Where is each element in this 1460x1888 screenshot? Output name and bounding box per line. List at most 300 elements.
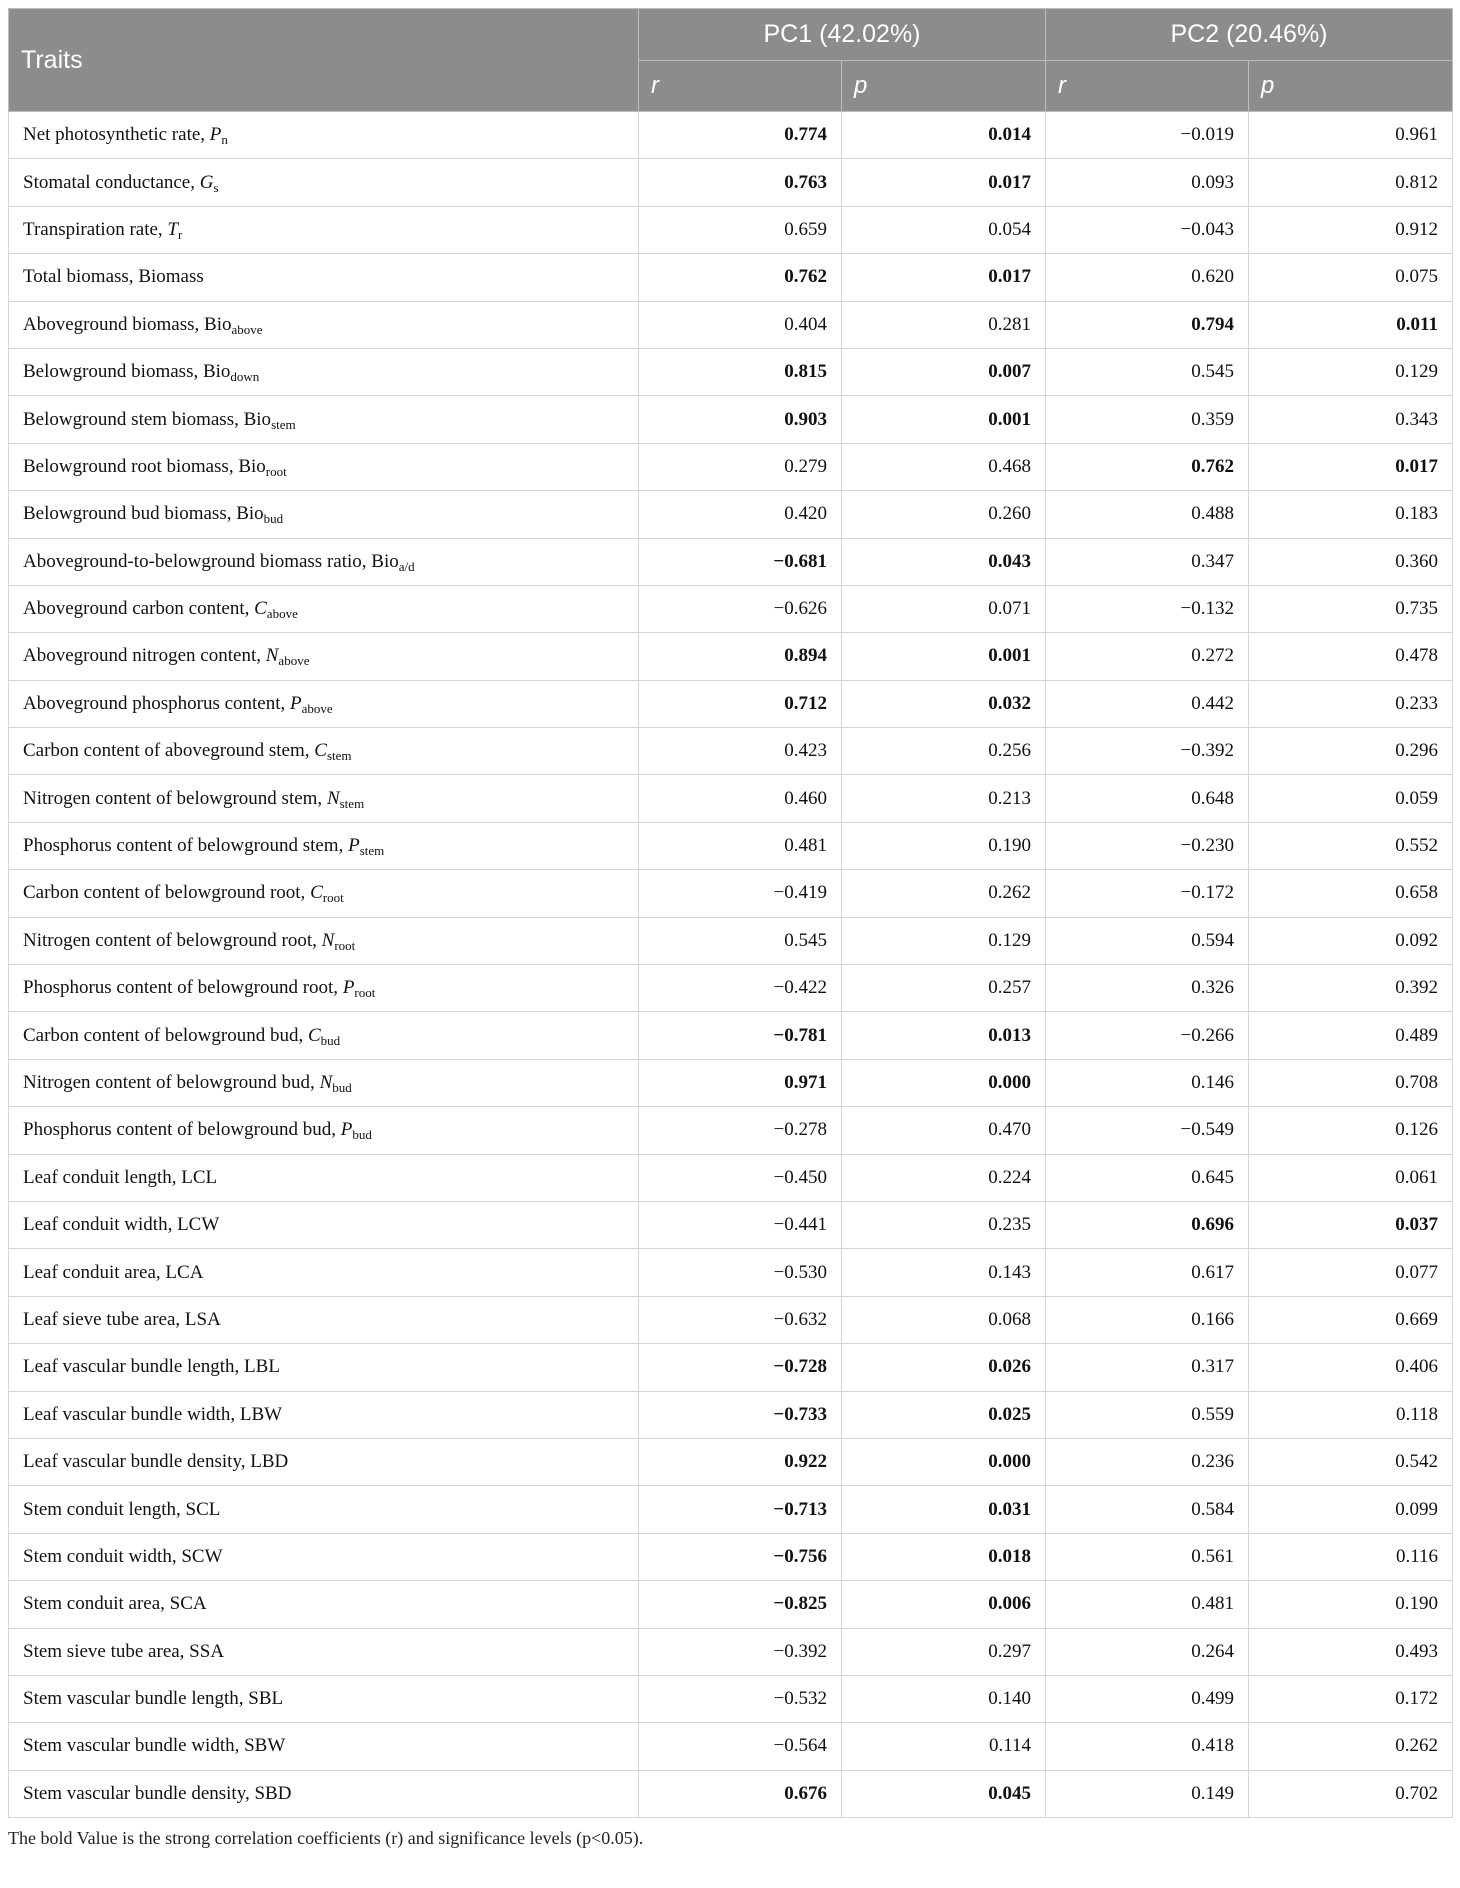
pc1-r-value: −0.441 [639,1201,842,1248]
pc1-p-value: 0.000 [842,1059,1046,1106]
header-row-top [9,9,1453,61]
trait-symbol: G [199,171,214,193]
trait-subscript: root [334,937,356,953]
table-row [9,1628,1453,1675]
trait-cell [9,1486,639,1533]
trait-cell [9,680,639,727]
pc1-p-value: 0.031 [842,1486,1046,1533]
trait-name: Carbon content of belowground bud, [23,1024,308,1046]
trait-cell [9,491,639,538]
trait-name: Leaf vascular bundle width, LBW [23,1403,283,1425]
trait-subscript: bud [332,1080,352,1095]
pc2-r-value: 0.272 [1046,633,1249,680]
trait-cell [9,538,639,585]
pc1-p-value: 0.017 [842,254,1046,301]
trait-cell [9,1581,639,1628]
table-row [9,301,1453,348]
trait-name: Belowground biomass, [23,361,203,383]
trait-symbol: P [348,835,360,857]
trait-symbol: N [265,645,279,667]
trait-name: Stem vascular bundle width, SBW [23,1735,286,1757]
trait-name: Leaf conduit length, LCL [23,1166,218,1188]
trait-symbol: Biomass [138,266,204,288]
pc2-r-value: 0.488 [1046,491,1249,538]
table-row [9,1107,1453,1154]
trait-symbol: Bio [243,408,272,430]
trait-name: Belowground stem biomass, [23,408,244,430]
table-row [9,870,1453,917]
table-row [9,585,1453,632]
header-pc1-p: p [842,61,1046,112]
trait-cell [9,1296,639,1343]
pc2-p-value: 0.669 [1249,1296,1453,1343]
trait-cell [9,965,639,1012]
pc2-p-value: 0.343 [1249,396,1453,443]
pc2-r-value: 0.645 [1046,1154,1249,1201]
pc1-r-value: −0.728 [639,1344,842,1391]
trait-cell [9,1675,639,1722]
pc2-r-value: −0.230 [1046,822,1249,869]
pc1-r-value: −0.278 [639,1107,842,1154]
pc2-p-value: 0.099 [1249,1486,1453,1533]
trait-cell [9,1201,639,1248]
table-row [9,1770,1453,1817]
trait-subscript: r [178,226,183,242]
pc1-r-value: −0.626 [639,585,842,632]
trait-name: Nitrogen content of belowground stem, [23,787,327,809]
pc2-p-value: 0.061 [1249,1154,1453,1201]
trait-name: Stem conduit width, SCW [23,1545,223,1567]
pc2-p-value: 0.233 [1249,680,1453,727]
pc2-p-value: 0.011 [1249,301,1453,348]
trait-symbol: P [340,1119,353,1141]
trait-subscript: n [221,132,228,148]
pc1-p-value: 0.043 [842,538,1046,585]
pc1-r-value: −0.532 [639,1675,842,1722]
trait-name: Belowground bud biomass, [23,503,237,525]
table-row [9,396,1453,443]
pc1-r-value: 0.481 [639,822,842,869]
table-header [9,9,1453,112]
table-row [9,1201,1453,1248]
table-row [9,538,1453,585]
trait-cell [9,1533,639,1580]
trait-name: Net photosynthetic rate, [23,124,210,146]
pc2-p-value: 0.017 [1249,443,1453,490]
trait-symbol: C [307,1024,321,1046]
pc1-r-value: −0.733 [639,1391,842,1438]
trait-symbol: P [290,692,302,714]
header-pc2-p: p [1249,61,1453,112]
pc2-r-value: 0.617 [1046,1249,1249,1296]
pc1-r-value: 0.815 [639,348,842,395]
trait-symbol: P [209,124,222,146]
trait-cell [9,1723,639,1770]
pc2-r-value: 0.481 [1046,1581,1249,1628]
trait-cell [9,348,639,395]
trait-symbol: Bio [236,503,264,525]
pc2-p-value: 0.118 [1249,1391,1453,1438]
pc1-p-value: 0.026 [842,1344,1046,1391]
pc2-r-value: −0.132 [1046,585,1249,632]
pc1-p-value: 0.297 [842,1628,1046,1675]
pc1-p-value: 0.260 [842,491,1046,538]
trait-name: Stem sieve tube area, SSA [23,1640,225,1662]
table-row [9,491,1453,538]
pc1-r-value: −0.564 [639,1723,842,1770]
header-traits: Traits [9,9,639,112]
pc2-p-value: 0.116 [1249,1533,1453,1580]
trait-cell [9,396,639,443]
trait-cell [9,775,639,822]
pc1-p-value: 0.071 [842,585,1046,632]
pc1-p-value: 0.045 [842,1770,1046,1817]
pc2-p-value: 0.172 [1249,1675,1453,1722]
trait-cell [9,917,639,964]
trait-name: Carbon content of belowground root, [23,882,311,904]
trait-name: Phosphorus content of belowground bud, [23,1119,341,1141]
pc2-p-value: 0.812 [1249,159,1453,206]
pc2-p-value: 0.075 [1249,254,1453,301]
pc2-r-value: 0.149 [1046,1770,1249,1817]
trait-cell [9,1391,639,1438]
pc2-r-value: 0.347 [1046,538,1249,585]
trait-name: Nitrogen content of belowground bud, [23,1072,320,1093]
pc2-r-value: 0.696 [1046,1201,1249,1248]
trait-name: Aboveground carbon content, [23,598,255,620]
pc2-r-value: −0.549 [1046,1107,1249,1154]
pc1-r-value: 0.774 [639,112,842,159]
trait-name: Aboveground-to-belowground biomass ratio, [23,550,372,572]
trait-symbol: Bio [371,550,399,572]
pc2-p-value: 0.360 [1249,538,1453,585]
table-row [9,1438,1453,1485]
pc1-p-value: 0.114 [842,1723,1046,1770]
trait-name: Aboveground nitrogen content, [23,645,266,667]
table-row [9,1581,1453,1628]
pc2-r-value: 0.620 [1046,254,1249,301]
pc1-r-value: −0.756 [639,1533,842,1580]
table-row [9,1059,1453,1106]
trait-subscript: root [322,890,344,906]
trait-symbol: Bio [238,455,266,477]
table-row [9,112,1453,159]
table-row [9,1723,1453,1770]
table-row [9,1486,1453,1533]
trait-cell [9,301,639,348]
trait-cell [9,822,639,869]
pc1-p-value: 0.054 [842,206,1046,253]
pc1-p-value: 0.001 [842,633,1046,680]
pc1-p-value: 0.007 [842,348,1046,395]
pc2-p-value: 0.478 [1249,633,1453,680]
trait-symbol: C [254,598,267,620]
trait-cell [9,1107,639,1154]
trait-name: Carbon content of aboveground stem, [23,740,315,762]
table-row [9,1344,1453,1391]
trait-cell [9,112,639,159]
table-row [9,1391,1453,1438]
pc1-p-value: 0.468 [842,443,1046,490]
pc1-r-value: 0.712 [639,680,842,727]
pc2-r-value: −0.172 [1046,870,1249,917]
header-pc1: PC1 (42.02%) [639,9,1046,61]
trait-cell [9,1012,639,1059]
pc2-p-value: 0.183 [1249,491,1453,538]
trait-symbol: Bio [202,361,231,383]
trait-name: Total biomass, [23,266,139,288]
trait-subscript: above [266,606,298,622]
header-pc2-r: r [1046,61,1249,112]
table-row [9,348,1453,395]
pc2-r-value: 0.146 [1046,1059,1249,1106]
trait-name: Leaf vascular bundle density, LBD [23,1451,289,1473]
trait-name: Phosphorus content of belowground stem, [23,835,349,857]
pc1-r-value: −0.681 [639,538,842,585]
pc2-r-value: 0.093 [1046,159,1249,206]
pc2-p-value: 0.658 [1249,870,1453,917]
pc1-r-value: −0.422 [639,965,842,1012]
header-pc2: PC2 (20.46%) [1046,9,1453,61]
pc2-r-value: 0.442 [1046,680,1249,727]
pc1-p-value: 0.129 [842,917,1046,964]
pc1-r-value: 0.659 [639,206,842,253]
pc2-p-value: 0.262 [1249,1723,1453,1770]
trait-name: Stem vascular bundle length, SBL [23,1688,284,1710]
trait-subscript: bud [263,511,284,527]
trait-cell [9,443,639,490]
pc1-r-value: −0.825 [639,1581,842,1628]
pc2-p-value: 0.296 [1249,728,1453,775]
pc1-r-value: 0.762 [639,254,842,301]
trait-name: Stem vascular bundle density, SBD [23,1782,292,1804]
trait-symbol: C [314,740,327,762]
trait-name: Stem conduit area, SCA [23,1593,207,1615]
trait-cell [9,206,639,253]
table-row [9,917,1453,964]
trait-name: Belowground root biomass, [23,455,239,477]
table-row [9,443,1453,490]
pc2-p-value: 0.406 [1249,1344,1453,1391]
pc2-r-value: 0.648 [1046,775,1249,822]
table-footnote: The bold Value is the strong correlation coefficients (r) and significance levels (p<0.05). [8,1828,644,1849]
pc2-r-value: −0.266 [1046,1012,1249,1059]
pc2-r-value: 0.762 [1046,443,1249,490]
table-container [8,8,1452,1849]
pc1-p-value: 0.281 [842,301,1046,348]
pc2-p-value: 0.037 [1249,1201,1453,1248]
trait-symbol: P [342,977,355,999]
pc2-r-value: 0.499 [1046,1675,1249,1722]
pc1-p-value: 0.143 [842,1249,1046,1296]
trait-subscript: above [301,700,333,716]
trait-name: Leaf vascular bundle length, LBL [23,1356,280,1378]
pc1-r-value: 0.404 [639,301,842,348]
pc2-p-value: 0.493 [1249,1628,1453,1675]
table-row [9,1249,1453,1296]
pc1-r-value: −0.632 [639,1296,842,1343]
pc1-r-value: −0.781 [639,1012,842,1059]
pc2-r-value: −0.392 [1046,728,1249,775]
trait-symbol: T [167,218,178,240]
pc1-p-value: 0.068 [842,1296,1046,1343]
pc1-p-value: 0.235 [842,1201,1046,1248]
pc1-p-value: 0.014 [842,112,1046,159]
pc1-p-value: 0.000 [842,1438,1046,1485]
trait-subscript: bud [320,1032,341,1048]
trait-subscript: root [265,463,287,479]
pc2-r-value: 0.594 [1046,917,1249,964]
trait-name: Phosphorus content of belowground root, [23,977,343,999]
pc1-p-value: 0.140 [842,1675,1046,1722]
pc2-p-value: 0.552 [1249,822,1453,869]
trait-subscript: bud [352,1127,372,1143]
pc2-p-value: 0.190 [1249,1581,1453,1628]
pc1-p-value: 0.256 [842,728,1046,775]
trait-name: Aboveground biomass, [23,313,205,335]
trait-name: Leaf conduit area, LCA [23,1261,204,1283]
trait-cell [9,633,639,680]
pc1-r-value: −0.392 [639,1628,842,1675]
pc1-r-value: 0.460 [639,775,842,822]
pc1-p-value: 0.190 [842,822,1046,869]
pc2-p-value: 0.735 [1249,585,1453,632]
trait-cell [9,1628,639,1675]
table-row [9,1012,1453,1059]
trait-subscript: stem [326,748,352,764]
trait-cell [9,870,639,917]
pc1-r-value: −0.450 [639,1154,842,1201]
trait-symbol: N [326,787,340,809]
pc2-p-value: 0.077 [1249,1249,1453,1296]
pc1-r-value: 0.420 [639,491,842,538]
trait-subscript: above [231,321,263,337]
pc2-r-value: 0.584 [1046,1486,1249,1533]
table-row [9,254,1453,301]
pc2-r-value: 0.326 [1046,965,1249,1012]
table-row [9,1154,1453,1201]
pc2-r-value: 0.794 [1046,301,1249,348]
pc1-r-value: −0.530 [639,1249,842,1296]
trait-subscript: a/d [398,558,415,574]
trait-subscript: above [278,653,310,669]
table-row [9,1533,1453,1580]
table-row [9,159,1453,206]
pc2-r-value: −0.043 [1046,206,1249,253]
trait-name: Aboveground phosphorus content, [23,692,291,714]
pc2-p-value: 0.912 [1249,206,1453,253]
pc1-p-value: 0.001 [842,396,1046,443]
pc1-p-value: 0.025 [842,1391,1046,1438]
trait-cell [9,1438,639,1485]
pc1-p-value: 0.262 [842,870,1046,917]
trait-symbol: C [310,882,323,904]
table-row [9,965,1453,1012]
pc1-r-value: 0.763 [639,159,842,206]
table-row [9,1675,1453,1722]
trait-cell [9,1154,639,1201]
table-row [9,680,1453,727]
table-row [9,775,1453,822]
pc1-r-value: 0.279 [639,443,842,490]
trait-subscript: stem [339,795,365,811]
pc1-r-value: 0.922 [639,1438,842,1485]
pc1-r-value: 0.676 [639,1770,842,1817]
pc1-r-value: 0.545 [639,917,842,964]
trait-name: Nitrogen content of belowground root, [23,929,322,951]
trait-subscript: root [354,985,376,1001]
pc2-r-value: 0.236 [1046,1438,1249,1485]
pc2-p-value: 0.489 [1249,1012,1453,1059]
trait-name: Transpiration rate, [23,218,168,240]
pc1-p-value: 0.017 [842,159,1046,206]
trait-name: Leaf conduit width, LCW [23,1214,220,1236]
table-row [9,822,1453,869]
pc1-p-value: 0.213 [842,775,1046,822]
trait-cell [9,159,639,206]
pc2-p-value: 0.092 [1249,917,1453,964]
table-row [9,633,1453,680]
pc2-r-value: 0.418 [1046,1723,1249,1770]
pc2-p-value: 0.129 [1249,348,1453,395]
pc2-p-value: 0.702 [1249,1770,1453,1817]
trait-cell [9,1344,639,1391]
trait-cell [9,1249,639,1296]
trait-name: Stomatal conductance, [23,171,200,193]
table-row [9,206,1453,253]
pc2-r-value: 0.264 [1046,1628,1249,1675]
pc2-r-value: 0.317 [1046,1344,1249,1391]
pc2-p-value: 0.126 [1249,1107,1453,1154]
pc2-p-value: 0.961 [1249,112,1453,159]
trait-subscript: stem [271,416,296,432]
pc2-p-value: 0.708 [1249,1059,1453,1106]
pc2-r-value: −0.019 [1046,112,1249,159]
pc2-r-value: 0.545 [1046,348,1249,395]
trait-subscript: s [213,179,219,195]
pc2-r-value: 0.359 [1046,396,1249,443]
pc1-r-value: 0.903 [639,396,842,443]
trait-subscript: down [230,369,260,385]
pc2-r-value: 0.561 [1046,1533,1249,1580]
pc1-p-value: 0.006 [842,1581,1046,1628]
pc1-p-value: 0.470 [842,1107,1046,1154]
pc1-p-value: 0.257 [842,965,1046,1012]
pc1-r-value: 0.894 [639,633,842,680]
trait-name: Stem conduit length, SCL [23,1498,221,1520]
table-row [9,1296,1453,1343]
trait-cell [9,585,639,632]
pc1-r-value: 0.423 [639,728,842,775]
table-body [9,112,1453,1818]
header-pc1-r: r [639,61,842,112]
pc1-p-value: 0.018 [842,1533,1046,1580]
trait-cell [9,1059,639,1106]
pc2-r-value: 0.559 [1046,1391,1249,1438]
table-row [9,728,1453,775]
trait-cell [9,254,639,301]
trait-cell [9,1770,639,1817]
trait-cell [9,728,639,775]
pc2-p-value: 0.392 [1249,965,1453,1012]
pc1-p-value: 0.032 [842,680,1046,727]
trait-symbol: Bio [204,313,232,335]
trait-symbol: N [319,1072,333,1093]
pc1-p-value: 0.224 [842,1154,1046,1201]
pc2-p-value: 0.542 [1249,1438,1453,1485]
trait-symbol: N [321,929,335,951]
pc1-r-value: −0.713 [639,1486,842,1533]
